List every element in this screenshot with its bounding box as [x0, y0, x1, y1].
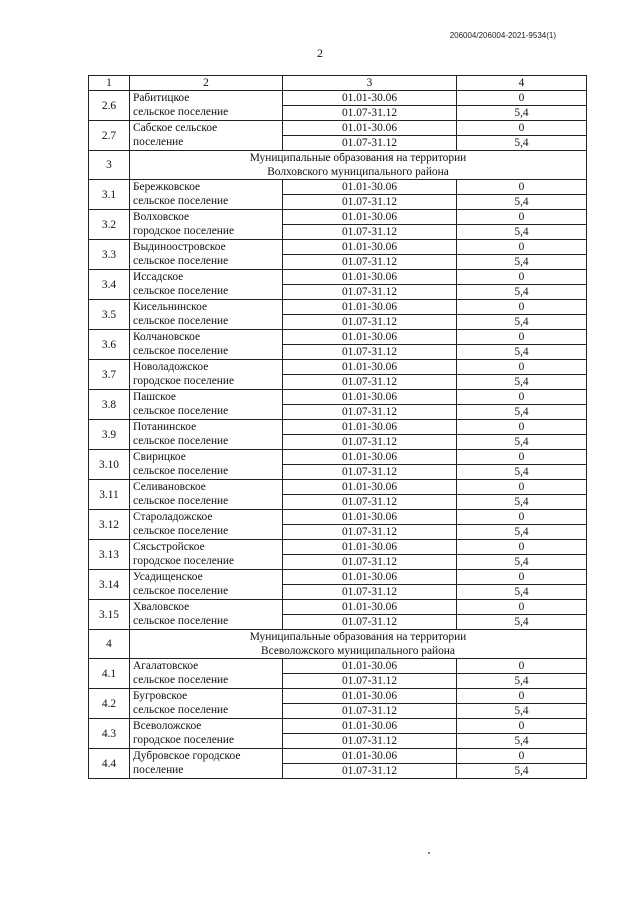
row-number: 4.2: [89, 689, 130, 719]
settlement-name: Бережковское сельское поселение: [130, 180, 283, 210]
value-second-half: 5,4: [457, 375, 587, 390]
table-row: [89, 689, 587, 704]
value-first-half: 0: [457, 91, 587, 106]
table-row: [89, 300, 587, 315]
value-second-half: 5,4: [457, 255, 587, 270]
value-second-half: 5,4: [457, 345, 587, 360]
value-second-half: 5,4: [457, 525, 587, 540]
period-second-half: 01.07-31.12: [283, 255, 457, 270]
header-cell: 1: [89, 76, 130, 91]
value-second-half: 5,4: [457, 106, 587, 121]
row-number: 3.3: [89, 240, 130, 270]
value-second-half: 5,4: [457, 674, 587, 689]
period-first-half: 01.01-30.06: [283, 240, 457, 255]
row-number: 3.2: [89, 210, 130, 240]
settlement-name: Сабское сельское поселение: [130, 121, 283, 151]
row-number: 3: [89, 151, 130, 180]
settlement-name: Сясьстройское городское поселение: [130, 540, 283, 570]
scan-speck: [428, 852, 430, 854]
row-number: 3.6: [89, 330, 130, 360]
period-first-half: 01.01-30.06: [283, 510, 457, 525]
table-row: [89, 420, 587, 435]
table-row: [89, 91, 587, 106]
table-row: [89, 659, 587, 674]
row-number: 3.10: [89, 450, 130, 480]
value-second-half: 5,4: [457, 734, 587, 749]
value-first-half: 0: [457, 600, 587, 615]
settlement-name: Пашское сельское поселение: [130, 390, 283, 420]
settlement-name: Потанинское сельское поселение: [130, 420, 283, 450]
value-first-half: 0: [457, 300, 587, 315]
table-row: [89, 330, 587, 345]
period-second-half: 01.07-31.12: [283, 225, 457, 240]
table-row: [89, 719, 587, 734]
header-cell: 3: [283, 76, 457, 91]
period-first-half: 01.01-30.06: [283, 210, 457, 225]
table-row: [89, 480, 587, 495]
period-first-half: 01.01-30.06: [283, 749, 457, 764]
table-row: [89, 450, 587, 465]
row-number: 3.14: [89, 570, 130, 600]
period-first-half: 01.01-30.06: [283, 480, 457, 495]
row-number: 4.1: [89, 659, 130, 689]
period-first-half: 01.01-30.06: [283, 270, 457, 285]
tariff-table: [88, 75, 587, 779]
value-first-half: 0: [457, 540, 587, 555]
settlement-name: Селивановское сельское поселение: [130, 480, 283, 510]
value-second-half: 5,4: [457, 555, 587, 570]
value-first-half: 0: [457, 360, 587, 375]
value-first-half: 0: [457, 659, 587, 674]
period-second-half: 01.07-31.12: [283, 585, 457, 600]
table-row: [89, 121, 587, 136]
value-second-half: 5,4: [457, 764, 587, 779]
value-second-half: 5,4: [457, 465, 587, 480]
row-number: 3.11: [89, 480, 130, 510]
table-row: [89, 180, 587, 195]
row-number: 3.4: [89, 270, 130, 300]
value-first-half: 0: [457, 240, 587, 255]
table-row: [89, 749, 587, 764]
value-first-half: 0: [457, 180, 587, 195]
settlement-name: Всеволожское городское поселение: [130, 719, 283, 749]
row-number: 3.5: [89, 300, 130, 330]
value-first-half: 0: [457, 210, 587, 225]
period-second-half: 01.07-31.12: [283, 704, 457, 719]
value-first-half: 0: [457, 510, 587, 525]
row-number: 4.4: [89, 749, 130, 779]
header-cell: 2: [130, 76, 283, 91]
table-row: [89, 570, 587, 585]
table-row: [89, 600, 587, 615]
table-row: [89, 360, 587, 375]
header-cell: 4: [457, 76, 587, 91]
period-first-half: 01.01-30.06: [283, 330, 457, 345]
value-second-half: 5,4: [457, 136, 587, 151]
value-first-half: 0: [457, 270, 587, 285]
row-number: 3.8: [89, 390, 130, 420]
settlement-name: Новоладожское городское поселение: [130, 360, 283, 390]
period-second-half: 01.07-31.12: [283, 555, 457, 570]
row-number: 3.9: [89, 420, 130, 450]
value-second-half: 5,4: [457, 704, 587, 719]
value-second-half: 5,4: [457, 285, 587, 300]
period-first-half: 01.01-30.06: [283, 121, 457, 136]
settlement-name: Бугровское сельское поселение: [130, 689, 283, 719]
period-first-half: 01.01-30.06: [283, 719, 457, 734]
period-second-half: 01.07-31.12: [283, 495, 457, 510]
row-number: 4.3: [89, 719, 130, 749]
settlement-name: Иссадское сельское поселение: [130, 270, 283, 300]
period-second-half: 01.07-31.12: [283, 195, 457, 210]
period-second-half: 01.07-31.12: [283, 345, 457, 360]
section-title: Муниципальные образования на территории Волховского муниципального района: [130, 151, 587, 180]
period-first-half: 01.01-30.06: [283, 689, 457, 704]
value-second-half: 5,4: [457, 615, 587, 630]
row-number: 3.12: [89, 510, 130, 540]
row-number: 3.13: [89, 540, 130, 570]
value-second-half: 5,4: [457, 225, 587, 240]
row-number: 2.6: [89, 91, 130, 121]
period-first-half: 01.01-30.06: [283, 300, 457, 315]
table-row: [89, 390, 587, 405]
period-second-half: 01.07-31.12: [283, 615, 457, 630]
settlement-name: Дубровское городское поселение: [130, 749, 283, 779]
value-second-half: 5,4: [457, 495, 587, 510]
value-first-half: 0: [457, 749, 587, 764]
table-row: [89, 510, 587, 525]
period-first-half: 01.01-30.06: [283, 360, 457, 375]
value-first-half: 0: [457, 121, 587, 136]
period-first-half: 01.01-30.06: [283, 420, 457, 435]
value-first-half: 0: [457, 480, 587, 495]
value-second-half: 5,4: [457, 435, 587, 450]
document-id: 206004/206004-2021-9534(1): [449, 31, 556, 40]
settlement-name: Усадищенское сельское поселение: [130, 570, 283, 600]
period-first-half: 01.01-30.06: [283, 450, 457, 465]
table-row: [89, 240, 587, 255]
settlement-name: Колчановское сельское поселение: [130, 330, 283, 360]
value-second-half: 5,4: [457, 315, 587, 330]
settlement-name: Кисельнинское сельское поселение: [130, 300, 283, 330]
section-title: Муниципальные образования на территории Всеволожского муниципального района: [130, 630, 587, 659]
period-second-half: 01.07-31.12: [283, 465, 457, 480]
value-first-half: 0: [457, 689, 587, 704]
settlement-name: Хваловское сельское поселение: [130, 600, 283, 630]
period-second-half: 01.07-31.12: [283, 106, 457, 121]
value-first-half: 0: [457, 390, 587, 405]
period-first-half: 01.01-30.06: [283, 659, 457, 674]
settlement-name: Свирицкое сельское поселение: [130, 450, 283, 480]
period-second-half: 01.07-31.12: [283, 136, 457, 151]
table-row: [89, 270, 587, 285]
period-second-half: 01.07-31.12: [283, 734, 457, 749]
row-number: 3.1: [89, 180, 130, 210]
period-first-half: 01.01-30.06: [283, 91, 457, 106]
period-second-half: 01.07-31.12: [283, 674, 457, 689]
value-first-half: 0: [457, 330, 587, 345]
settlement-name: Выдиноостровское сельское поселение: [130, 240, 283, 270]
period-first-half: 01.01-30.06: [283, 180, 457, 195]
page-number: 2: [317, 46, 323, 60]
settlement-name: Рабитицкое сельское поселение: [130, 91, 283, 121]
value-first-half: 0: [457, 420, 587, 435]
value-second-half: 5,4: [457, 195, 587, 210]
period-first-half: 01.01-30.06: [283, 390, 457, 405]
row-number: 3.15: [89, 600, 130, 630]
table-header-row: [89, 76, 587, 91]
settlement-name: Агалатовское сельское поселение: [130, 659, 283, 689]
period-second-half: 01.07-31.12: [283, 285, 457, 300]
value-second-half: 5,4: [457, 405, 587, 420]
period-second-half: 01.07-31.12: [283, 375, 457, 390]
period-second-half: 01.07-31.12: [283, 435, 457, 450]
row-number: 2.7: [89, 121, 130, 151]
period-first-half: 01.01-30.06: [283, 570, 457, 585]
table-row: [89, 540, 587, 555]
row-number: 3.7: [89, 360, 130, 390]
period-second-half: 01.07-31.12: [283, 315, 457, 330]
period-second-half: 01.07-31.12: [283, 405, 457, 420]
value-first-half: 0: [457, 570, 587, 585]
period-first-half: 01.01-30.06: [283, 600, 457, 615]
period-first-half: 01.01-30.06: [283, 540, 457, 555]
row-number: 4: [89, 630, 130, 659]
period-second-half: 01.07-31.12: [283, 525, 457, 540]
settlement-name: Староладожское сельское поселение: [130, 510, 283, 540]
table-row: [89, 210, 587, 225]
period-second-half: 01.07-31.12: [283, 764, 457, 779]
value-first-half: 0: [457, 719, 587, 734]
value-second-half: 5,4: [457, 585, 587, 600]
value-first-half: 0: [457, 450, 587, 465]
settlement-name: Волховское городское поселение: [130, 210, 283, 240]
